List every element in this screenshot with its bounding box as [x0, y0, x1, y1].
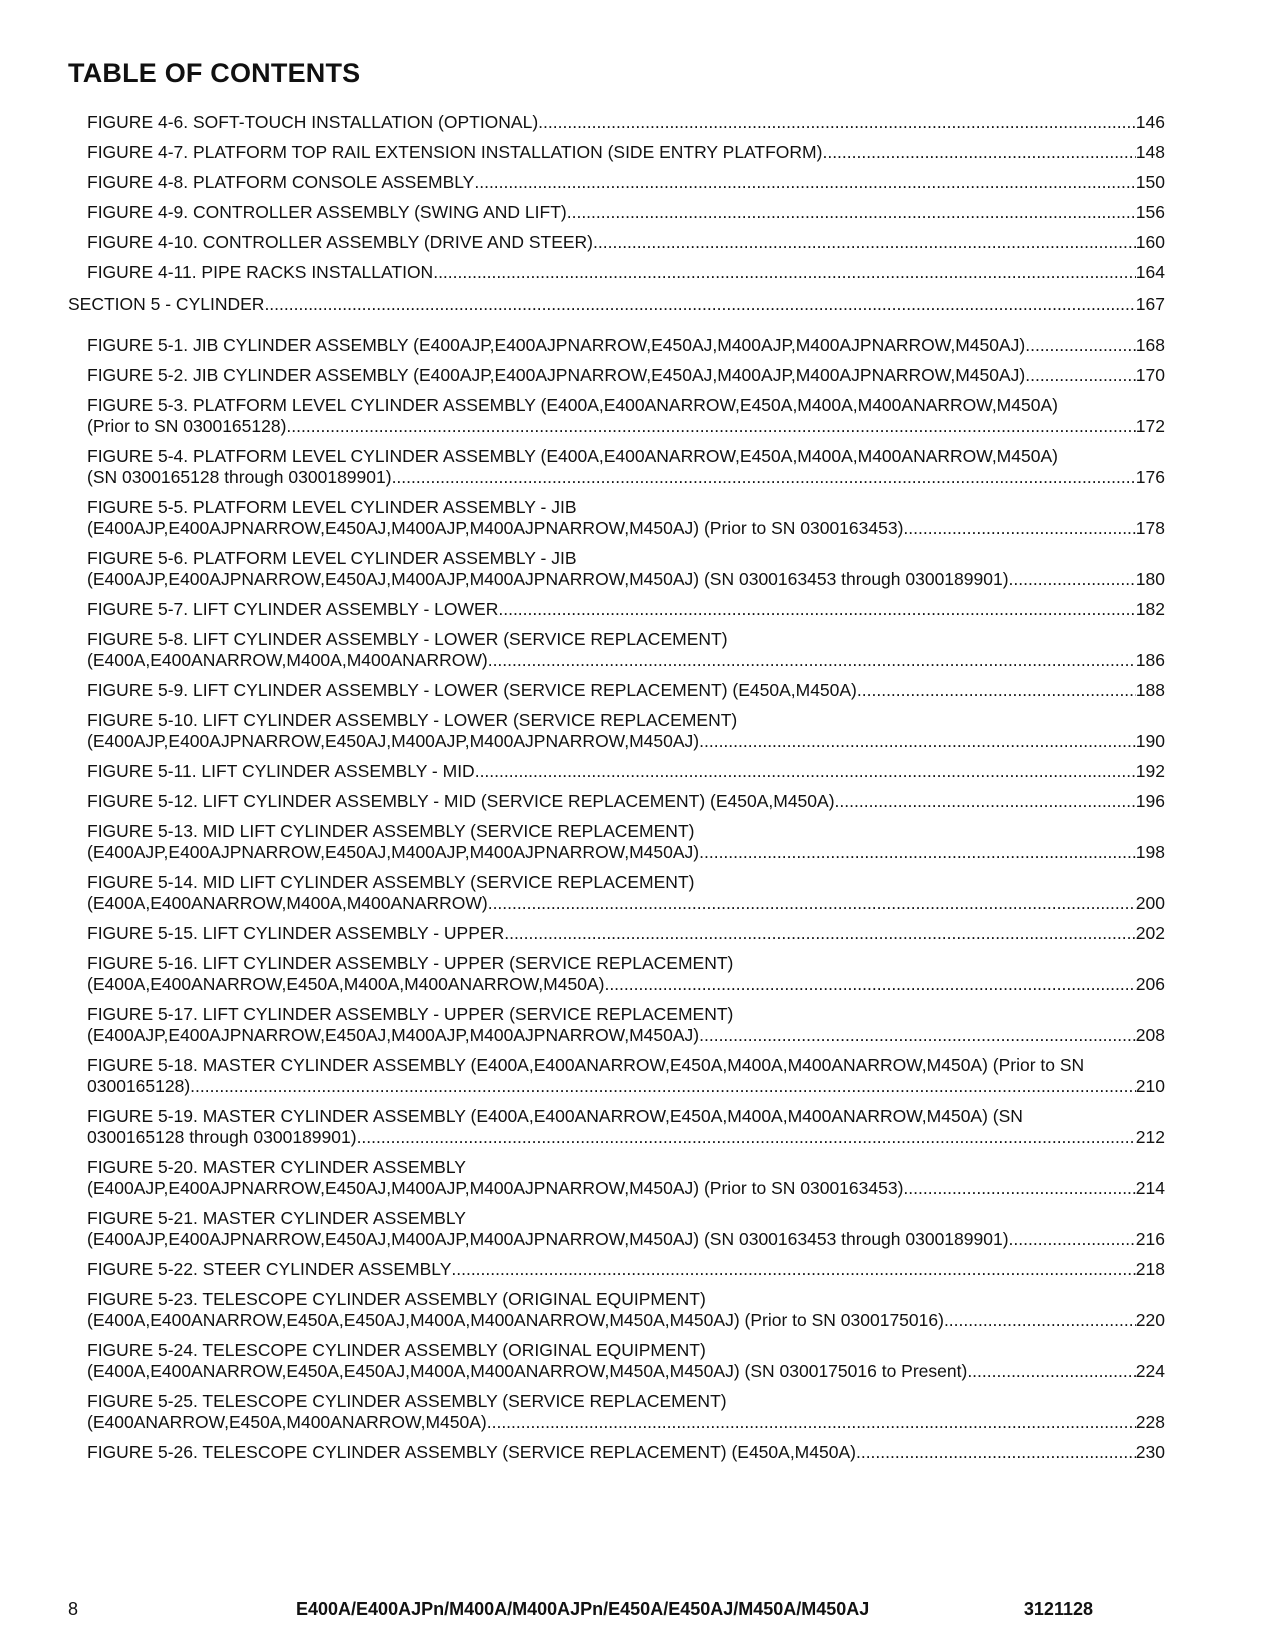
- toc-entry-title: FIGURE 5-11. LIFT CYLINDER ASSEMBLY - MID: [87, 761, 475, 781]
- toc-entry-title: (E400AJP,E400AJPNARROW,E450AJ,M400AJP,M400AJPNARROW,M450AJ) (SN 0300163453 through 0300189901): [87, 569, 1009, 589]
- toc-entry-title: FIGURE 4-11. PIPE RACKS INSTALLATION: [87, 262, 434, 282]
- toc-figure-entry[interactable]: [68, 1157, 1165, 1199]
- toc-page-number: 156: [1135, 202, 1165, 222]
- toc-entry-title-line: FIGURE 5-25. TELESCOPE CYLINDER ASSEMBLY (SERVICE REPLACEMENT): [87, 1391, 727, 1411]
- toc-entry-title-line: FIGURE 5-16. LIFT CYLINDER ASSEMBLY - UPPER (SERVICE REPLACEMENT): [87, 953, 734, 973]
- toc-entry-title: FIGURE 4-9. CONTROLLER ASSEMBLY (SWING AND LIFT): [87, 202, 567, 222]
- toc-page-number: 212: [1135, 1127, 1165, 1147]
- toc-figure-entry[interactable]: [68, 1004, 1165, 1046]
- toc-entry-line: [87, 232, 1165, 253]
- toc-figure-entry[interactable]: [68, 172, 1165, 193]
- toc-entry-title: (E400AJP,E400AJPNARROW,E450AJ,M400AJP,M400AJPNARROW,M450AJ): [87, 731, 700, 751]
- toc-entry-line: [87, 467, 1165, 488]
- toc-page-number: 206: [1135, 974, 1165, 994]
- toc-entry-title: (E400A,E400ANARROW,M400A,M400ANARROW): [87, 893, 488, 913]
- toc-entry-line: [87, 731, 1165, 752]
- dot-leader: [822, 142, 1135, 163]
- toc-figure-entry[interactable]: [68, 262, 1165, 283]
- toc-page-number: 214: [1135, 1178, 1165, 1198]
- footer-doc-number: 3121128: [1023, 1599, 1093, 1619]
- toc-page-number: 208: [1135, 1025, 1165, 1045]
- toc-entry-line: [87, 893, 1165, 914]
- toc-figure-entry[interactable]: [68, 1289, 1165, 1331]
- dot-leader: [487, 1412, 1136, 1433]
- toc-entry-line: [87, 262, 1165, 283]
- dot-leader: [264, 294, 1135, 315]
- toc-entry-title: FIGURE 4-10. CONTROLLER ASSEMBLY (DRIVE AND STEER): [87, 232, 594, 252]
- toc-entry-line: [87, 923, 1165, 944]
- toc-entry-line: [87, 365, 1165, 386]
- toc-figure-entry[interactable]: [68, 1259, 1165, 1280]
- toc-entry-line: [87, 842, 1165, 863]
- toc-entry-title: FIGURE 4-7. PLATFORM TOP RAIL EXTENSION INSTALLATION (SIDE ENTRY PLATFORM): [87, 142, 823, 162]
- toc-figure-entry[interactable]: [68, 142, 1165, 163]
- toc-page-number: 186: [1135, 650, 1165, 670]
- toc-page-number: 196: [1135, 791, 1165, 811]
- toc-figure-entry[interactable]: [68, 1340, 1165, 1382]
- dot-leader: [593, 232, 1136, 253]
- toc-entry-line: [87, 1361, 1165, 1382]
- toc-entry-title: FIGURE 5-22. STEER CYLINDER ASSEMBLY: [87, 1259, 452, 1279]
- dot-leader: [699, 731, 1136, 752]
- dot-leader: [604, 974, 1135, 995]
- toc-entry-line: [87, 1229, 1165, 1250]
- toc-page-number: 150: [1135, 172, 1165, 192]
- toc-entry-title-line: FIGURE 5-5. PLATFORM LEVEL CYLINDER ASSEMBLY - JIB: [87, 497, 577, 517]
- toc-entry-line: [87, 569, 1165, 590]
- toc-entry-title-line: FIGURE 5-23. TELESCOPE CYLINDER ASSEMBLY (ORIGINAL EQUIPMENT): [87, 1289, 706, 1309]
- footer-models: E400A/E400AJPn/M400A/M400AJPn/E450A/E450AJ/M450A/M450AJ: [296, 1599, 870, 1619]
- toc-entry-line: [87, 599, 1165, 620]
- toc-page-number: 220: [1135, 1310, 1165, 1330]
- dot-leader: [903, 518, 1135, 539]
- toc-entry-line: [87, 680, 1165, 701]
- toc-figure-entry[interactable]: [68, 761, 1165, 782]
- toc-entry-title: (E400AJP,E400AJPNARROW,E450AJ,M400AJP,M400AJPNARROW,M450AJ): [87, 1025, 700, 1045]
- dot-leader: [944, 1310, 1136, 1331]
- toc-figure-entry[interactable]: [68, 872, 1165, 914]
- toc-entry-title-line: FIGURE 5-21. MASTER CYLINDER ASSEMBLY: [87, 1208, 466, 1228]
- table-of-contents: [68, 112, 1165, 1472]
- toc-figure-entry[interactable]: [68, 1442, 1165, 1463]
- toc-figure-entry[interactable]: [68, 1055, 1165, 1097]
- toc-figure-entry[interactable]: [68, 791, 1165, 812]
- dot-leader: [699, 842, 1136, 863]
- toc-page-number: 218: [1135, 1259, 1165, 1279]
- toc-page-number: 164: [1135, 262, 1165, 282]
- toc-figure-entry[interactable]: [68, 548, 1165, 590]
- toc-entry-line: [87, 761, 1165, 782]
- toc-entry-title-line: FIGURE 5-6. PLATFORM LEVEL CYLINDER ASSEMBLY - JIB: [87, 548, 577, 568]
- toc-entry-line: [87, 974, 1165, 995]
- dot-leader: [1009, 1229, 1136, 1250]
- toc-entry-line: [87, 112, 1165, 133]
- toc-figure-entry[interactable]: [68, 821, 1165, 863]
- toc-entry-title: FIGURE 5-9. LIFT CYLINDER ASSEMBLY - LOWER (SERVICE REPLACEMENT) (E450A,M450A): [87, 680, 857, 700]
- toc-page-number: 188: [1135, 680, 1165, 700]
- dot-leader: [498, 599, 1135, 620]
- toc-entry-title-line: FIGURE 5-24. TELESCOPE CYLINDER ASSEMBLY (ORIGINAL EQUIPMENT): [87, 1340, 706, 1360]
- toc-page-number: 202: [1135, 923, 1165, 943]
- toc-page-number: 146: [1135, 112, 1165, 132]
- toc-page-number: 216: [1135, 1229, 1165, 1249]
- toc-page-number: 192: [1135, 761, 1165, 781]
- toc-figure-entry[interactable]: [68, 680, 1165, 701]
- toc-entry-title-line: FIGURE 5-14. MID LIFT CYLINDER ASSEMBLY (SERVICE REPLACEMENT): [87, 872, 695, 892]
- toc-entry-title: FIGURE 5-12. LIFT CYLINDER ASSEMBLY - MID (SERVICE REPLACEMENT) (E450A,M450A): [87, 791, 835, 811]
- toc-entry-title-line: FIGURE 5-4. PLATFORM LEVEL CYLINDER ASSEMBLY (E400A,E400ANARROW,E450A,M400A,M400ANARROW,M450A): [87, 446, 1058, 466]
- toc-entry-title: (SN 0300165128 through 0300189901): [87, 467, 392, 487]
- toc-entry-title-line: FIGURE 5-3. PLATFORM LEVEL CYLINDER ASSEMBLY (E400A,E400ANARROW,E450A,M400A,M400ANARROW,M450A): [87, 395, 1058, 415]
- toc-entry-title: (E400A,E400ANARROW,E450A,E450AJ,M400A,M400ANARROW,M450A,M450AJ) (Prior to SN 0300175016): [87, 1310, 944, 1330]
- toc-entry-title-line: FIGURE 5-8. LIFT CYLINDER ASSEMBLY - LOWER (SERVICE REPLACEMENT): [87, 629, 728, 649]
- toc-figure-entry[interactable]: [68, 629, 1165, 671]
- toc-figure-entry[interactable]: [68, 202, 1165, 223]
- toc-entry-line: [87, 1025, 1165, 1046]
- toc-figure-entry[interactable]: [68, 710, 1165, 752]
- toc-entry-title: FIGURE 5-7. LIFT CYLINDER ASSEMBLY - LOWER: [87, 599, 499, 619]
- toc-page-number: 228: [1135, 1412, 1165, 1432]
- toc-page-number: 182: [1135, 599, 1165, 619]
- toc-page-number: 230: [1135, 1442, 1165, 1462]
- toc-section-entry[interactable]: [68, 294, 1165, 315]
- toc-entry-line: [87, 1076, 1165, 1097]
- toc-figure-entry[interactable]: [68, 1106, 1165, 1148]
- toc-entry-title-line: FIGURE 5-20. MASTER CYLINDER ASSEMBLY: [87, 1157, 466, 1177]
- footer-page-number: 8: [68, 1599, 79, 1619]
- toc-entry-line: [87, 1178, 1165, 1199]
- dot-leader: [474, 172, 1135, 193]
- dot-leader: [286, 416, 1135, 437]
- toc-entry-title-line: FIGURE 5-10. LIFT CYLINDER ASSEMBLY - LOWER (SERVICE REPLACEMENT): [87, 710, 738, 730]
- toc-entry-line: [87, 1442, 1165, 1463]
- toc-entry-line: [87, 791, 1165, 812]
- toc-entry-title-line: FIGURE 5-18. MASTER CYLINDER ASSEMBLY (E400A,E400ANARROW,E450A,M400A,M400ANARROW,M450A) (Prior to SN: [87, 1055, 1085, 1075]
- toc-entry-line: [87, 202, 1165, 223]
- dot-leader: [699, 1025, 1136, 1046]
- toc-figure-entry[interactable]: [68, 232, 1165, 253]
- toc-entry-title: (E400AJP,E400AJPNARROW,E450AJ,M400AJP,M400AJPNARROW,M450AJ): [87, 842, 700, 862]
- toc-page-number: 176: [1135, 467, 1165, 487]
- toc-entry-title: (E400A,E400ANARROW,E450A,M400A,M400ANARROW,M450A): [87, 974, 605, 994]
- dot-leader: [451, 1259, 1135, 1280]
- toc-page-number: 200: [1135, 893, 1165, 913]
- toc-entry-title: SECTION 5 - CYLINDER: [68, 294, 265, 314]
- toc-figure-entry[interactable]: [68, 497, 1165, 539]
- toc-entry-title: FIGURE 5-15. LIFT CYLINDER ASSEMBLY - UPPER: [87, 923, 505, 943]
- toc-page-number: 172: [1135, 416, 1165, 436]
- dot-leader: [903, 1178, 1135, 1199]
- toc-entry-title: (E400AJP,E400AJPNARROW,E450AJ,M400AJP,M400AJPNARROW,M450AJ) (SN 0300163453 through 0300189901): [87, 1229, 1009, 1249]
- toc-entry-title-line: FIGURE 5-17. LIFT CYLINDER ASSEMBLY - UPPER (SERVICE REPLACEMENT): [87, 1004, 734, 1024]
- toc-entry-line: [87, 416, 1165, 437]
- toc-page-number: 198: [1135, 842, 1165, 862]
- toc-entry-line: [87, 1259, 1165, 1280]
- toc-entry-title: 0300165128): [87, 1076, 191, 1096]
- dot-leader: [504, 923, 1136, 944]
- toc-entry-line: [87, 1310, 1165, 1331]
- dot-leader: [433, 262, 1136, 283]
- toc-page-number: 160: [1135, 232, 1165, 252]
- dot-leader: [967, 1361, 1135, 1382]
- page-footer: [68, 1599, 1165, 1625]
- toc-entry-line: [87, 1412, 1165, 1433]
- toc-page-number: 148: [1135, 142, 1165, 162]
- toc-entry-line: [87, 172, 1165, 193]
- dot-leader: [392, 467, 1136, 488]
- toc-entry-title: (E400AJP,E400AJPNARROW,E450AJ,M400AJP,M400AJPNARROW,M450AJ) (Prior to SN 0300163453): [87, 518, 904, 538]
- toc-figure-entry[interactable]: [68, 599, 1165, 620]
- toc-figure-entry[interactable]: [68, 112, 1165, 133]
- toc-entry-title: FIGURE 4-8. PLATFORM CONSOLE ASSEMBLY: [87, 172, 475, 192]
- toc-figure-entry[interactable]: [68, 365, 1165, 386]
- dot-leader: [538, 112, 1136, 133]
- dot-leader: [567, 202, 1136, 223]
- dot-leader: [357, 1127, 1136, 1148]
- toc-entry-title: FIGURE 4-6. SOFT-TOUCH INSTALLATION (OPTIONAL): [87, 112, 539, 132]
- toc-page-number: 210: [1135, 1076, 1165, 1096]
- toc-entry-title: (E400A,E400ANARROW,E450A,E450AJ,M400A,M400ANARROW,M450A,M450AJ) (SN 0300175016 to Present): [87, 1361, 968, 1381]
- toc-figure-entry[interactable]: [68, 395, 1165, 437]
- toc-entry-line: [87, 1127, 1165, 1148]
- dot-leader: [857, 680, 1136, 701]
- toc-page-number: 170: [1135, 365, 1165, 385]
- toc-entry-line: [87, 518, 1165, 539]
- toc-entry-title: 0300165128 through 0300189901): [87, 1127, 357, 1147]
- toc-figure-entry[interactable]: [68, 953, 1165, 995]
- dot-leader: [856, 1442, 1136, 1463]
- dot-leader: [1009, 569, 1136, 590]
- toc-entry-title: (E400ANARROW,E450A,M400ANARROW,M450A): [87, 1412, 487, 1432]
- toc-entry-title: FIGURE 5-26. TELESCOPE CYLINDER ASSEMBLY (SERVICE REPLACEMENT) (E450A,M450A): [87, 1442, 856, 1462]
- toc-entry-title: (E400A,E400ANARROW,M400A,M400ANARROW): [87, 650, 488, 670]
- toc-figure-entry[interactable]: [68, 335, 1165, 356]
- toc-page-number: 178: [1135, 518, 1165, 538]
- toc-figure-entry[interactable]: [68, 446, 1165, 488]
- toc-page-number: 180: [1135, 569, 1165, 589]
- toc-page-number: 224: [1135, 1361, 1165, 1381]
- dot-leader: [1025, 335, 1136, 356]
- toc-entry-title-line: FIGURE 5-13. MID LIFT CYLINDER ASSEMBLY (SERVICE REPLACEMENT): [87, 821, 695, 841]
- dot-leader: [475, 761, 1136, 782]
- toc-page-number: 167: [1135, 294, 1165, 314]
- toc-page-number: 190: [1135, 731, 1165, 751]
- page-title: TABLE OF CONTENTS: [68, 58, 361, 88]
- dot-leader: [190, 1076, 1136, 1097]
- toc-entry-line: [87, 650, 1165, 671]
- dot-leader: [835, 791, 1136, 812]
- dot-leader: [1025, 365, 1136, 386]
- toc-entry-title-line: FIGURE 5-19. MASTER CYLINDER ASSEMBLY (E400A,E400ANARROW,E450A,M400A,M400ANARROW,M450A) (SN: [87, 1106, 1023, 1126]
- toc-entry-line: [87, 142, 1165, 163]
- dot-leader: [488, 650, 1136, 671]
- toc-page-number: 168: [1135, 335, 1165, 355]
- toc-entry-title: (Prior to SN 0300165128): [87, 416, 287, 436]
- toc-entry-line: [87, 335, 1165, 356]
- toc-entry-line: [68, 294, 1165, 315]
- toc-figure-entry[interactable]: [68, 1391, 1165, 1433]
- toc-entry-title: FIGURE 5-1. JIB CYLINDER ASSEMBLY (E400AJP,E400AJPNARROW,E450AJ,M400AJP,M400AJPNARROW,M450AJ): [87, 335, 1026, 355]
- dot-leader: [488, 893, 1136, 914]
- toc-entry-title: (E400AJP,E400AJPNARROW,E450AJ,M400AJP,M400AJPNARROW,M450AJ) (Prior to SN 0300163453): [87, 1178, 904, 1198]
- toc-figure-entry[interactable]: [68, 1208, 1165, 1250]
- toc-entry-title: FIGURE 5-2. JIB CYLINDER ASSEMBLY (E400AJP,E400AJPNARROW,E450AJ,M400AJP,M400AJPNARROW,M450AJ): [87, 365, 1026, 385]
- toc-figure-entry[interactable]: [68, 923, 1165, 944]
